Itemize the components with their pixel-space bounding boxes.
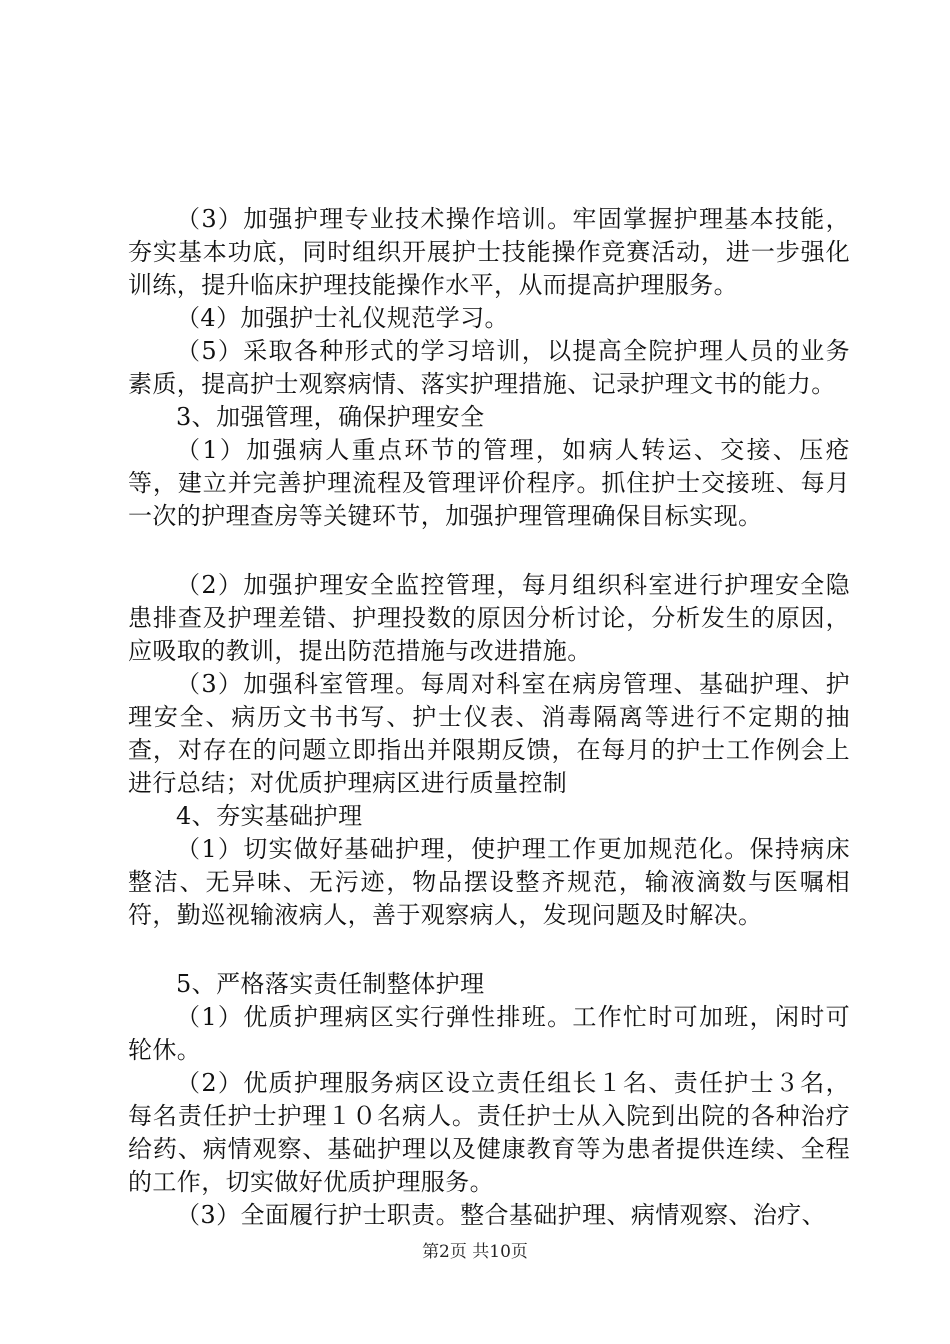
paragraph-skill-training: （3）加强护理专业技术操作培训。牢固掌握护理基本技能，夯实基本功底，同时组织开展护士技能操作竞赛活动，进一步强化训练，提升临床护理技能操作水平，从而提高护理服务。 (128, 205, 850, 299)
document-body (128, 203, 850, 1232)
paragraph-flexible-shifts: （1）优质护理病区实行弹性排班。工作忙时可加班，闲时可轮休。 (128, 1003, 850, 1064)
section-heading-safety: 3、加强管理，确保护理安全 (176, 403, 485, 431)
paragraph-safety-monitoring: （2）加强护理安全监控管理，每月组织科室进行护理安全隐患排查及护理差错、护理投数的原因分析讨论，分析发生的原因，应吸取的教训，提出防范措施与改进措施。 (128, 571, 850, 665)
paragraph-study-training: （5）采取各种形式的学习培训，以提高全院护理人员的业务素质，提高护士观察病情、落实护理措施、记录护理文书的能力。 (128, 337, 850, 398)
section-heading-basic-care: 4、夯实基础护理 (176, 802, 363, 830)
paragraph-etiquette: （4）加强护士礼仪规范学习。 (176, 304, 509, 332)
page-footer: 第2页 共10页 (422, 1242, 528, 1262)
paragraph-nurse-duties: （3）全面履行护士职责。整合基础护理、病情观察、治疗、 (176, 1201, 827, 1229)
paragraph-department-management: （3）加强科室管理。每周对科室在病房管理、基础护理、护理安全、病历文书书写、护士仪表、消毒隔离等进行不定期的抽查，对存在的问题立即指出并限期反馈，在每月的护士工作例会上进行总结；对优质护理病区进行质量控制 (128, 670, 850, 797)
section-heading-responsibility: 5、严格落实责任制整体护理 (176, 970, 485, 998)
paragraph-team-setup: （2）优质护理服务病区设立责任组长１名、责任护士３名，每名责任护士护理１０名病人。责任护士从入院到出院的各种治疗给药、病情观察、基础护理以及健康教育等为患者提供连续、全程的工作，切实做好优质护理服务。 (128, 1069, 850, 1196)
paragraph-key-links: （1）加强病人重点环节的管理，如病人转运、交接、压疮等，建立并完善护理流程及管理评价程序。抓住护士交接班、每月一次的护理查房等关键环节，加强护理管理确保目标实现。 (128, 436, 850, 530)
paragraph-basic-care: （1）切实做好基础护理，使护理工作更加规范化。保持病床整洁、无异味、无污迹，物品摆设整齐规范，输液滴数与医嘱相符，勤巡视输液病人，善于观察病人，发现问题及时解决。 (128, 835, 850, 929)
